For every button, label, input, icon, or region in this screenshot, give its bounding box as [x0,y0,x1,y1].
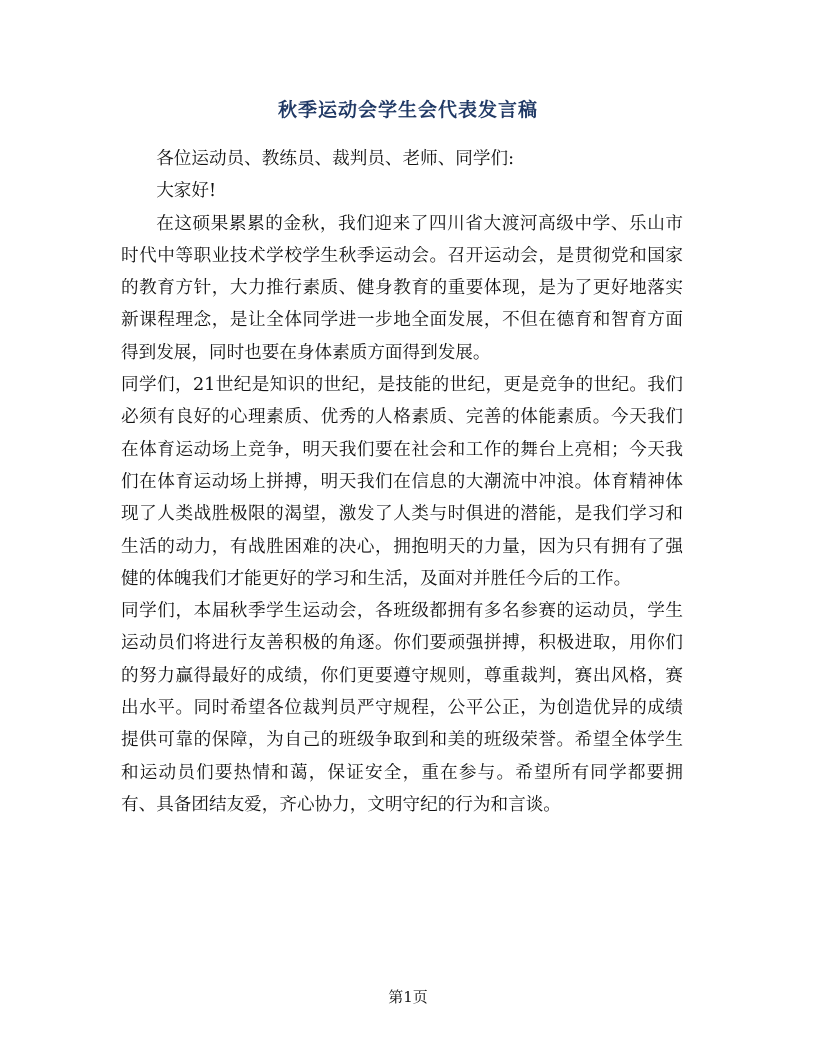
body-paragraph-3: 同学们，本届秋季学生运动会，各班级都拥有多名参赛的运动员，学生运动员们将进行友善积极的角逐。你们要顽强拼搏，积极进取，用你们的努力赢得最好的成绩，你们更要遵守规则，尊重裁判，赛出风格，赛出水平。同时希望各位裁判员严守规程，公平公正，为创造优异的成绩提供可靠的保障，为自己的班级争取到和美的班级荣誉。希望全体学生和运动员们要热情和蔼，保证安全，重在参与。希望所有同学都要拥有、具备团结友爱，齐心协力，文明守纪的行为和言谈。 [121,601,683,815]
page-number: 第1页 [388,988,428,1006]
greeting-paragraph: 大家好! [156,181,217,202]
body-paragraph-2: 同学们，21世纪是知识的世纪，是技能的世纪，更是竞争的世纪。我们必须有良好的心理素质、优秀的人格素质、完善的体能素质。今天我们在体育运动场上竞争，明天我们要在社会和工作的舞台上亮相；今天我们在体育运动场上拼搏，明天我们在信息的大潮流中冲浪。体育精神体现了人类战胜极限的渴望，激发了人类与时俱进的潜能，是我们学习和生活的动力，有战胜困难的决心，拥抱明天的力量，因为只有拥有了强健的体魄我们才能更好的学习和生活，及面对并胜任今后的工作。 [121,375,683,589]
document-body [121,143,683,821]
document-title: 秋季运动会学生会代表发言稿 [277,99,538,121]
salutation-paragraph: 各位运动员、教练员、裁判员、老师、同学们: [156,149,514,169]
body-paragraph-1: 在这硕果累累的金秋，我们迎来了四川省大渡河高级中学、乐山市时代中等职业技术学校学生秋季运动会。召开运动会，是贯彻党和国家的教育方针，大力推行素质、健身教育的重要体现，是为了更好地落实新课程理念，是让全体同学进一步地全面发展，不但在德育和智育方面得到发展，同时也要在身体素质方面得到发展。 [121,213,683,363]
